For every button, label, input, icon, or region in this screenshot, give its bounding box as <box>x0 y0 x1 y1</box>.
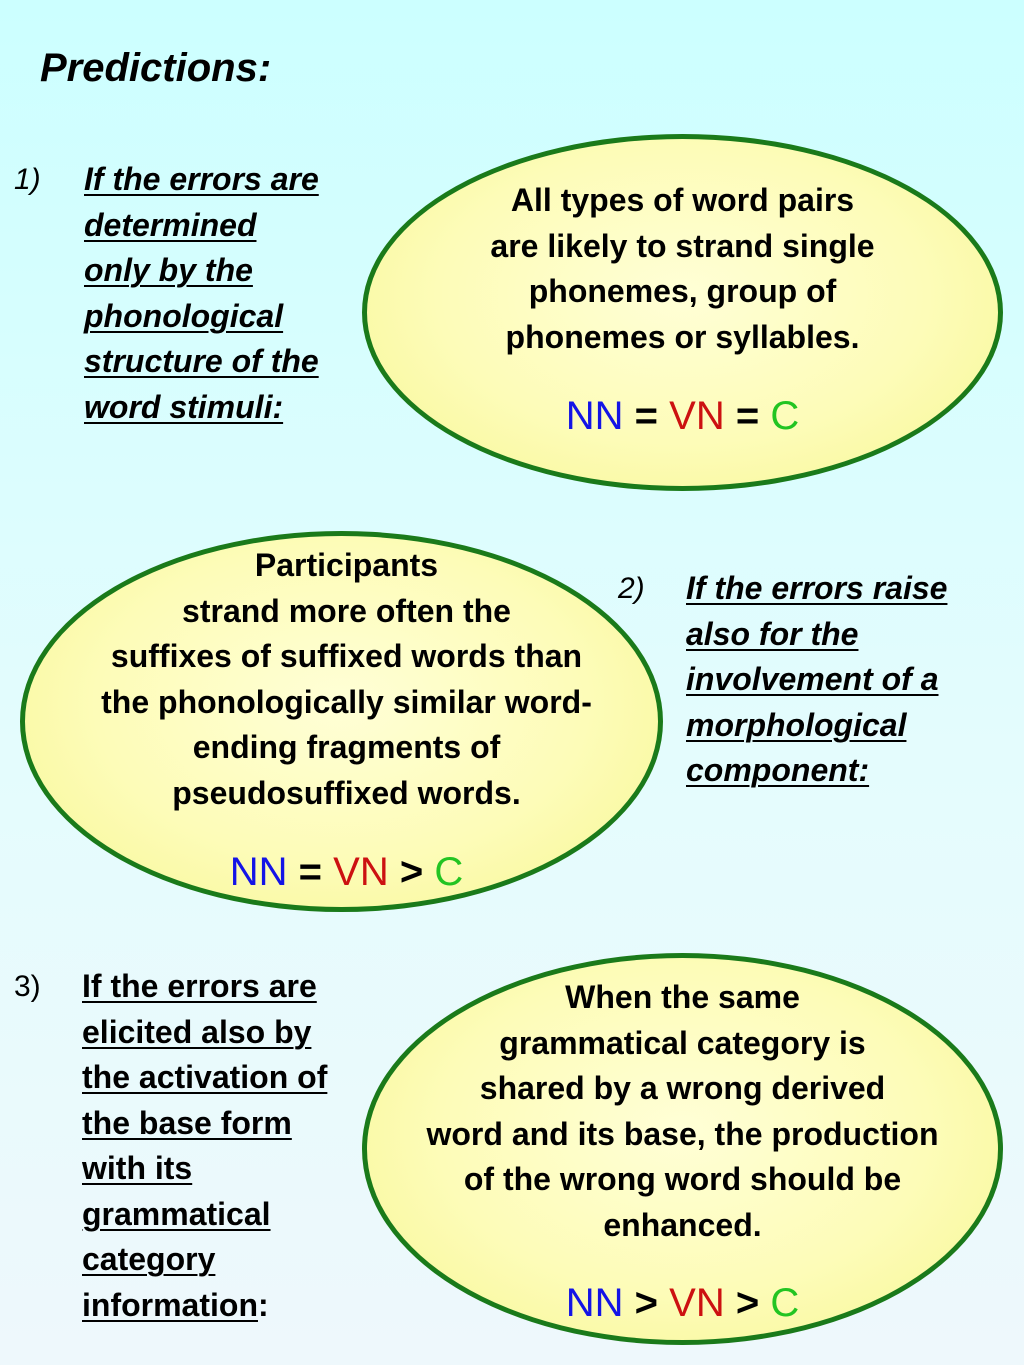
condition-line: category <box>82 1241 216 1277</box>
page-title: Predictions: <box>40 46 272 90</box>
prediction-3-number: 3) <box>14 970 41 1003</box>
condition-line: grammatical <box>82 1195 271 1232</box>
outcome-line: the phonologically similar word- <box>101 683 592 720</box>
prediction-1-number: 1) <box>14 163 41 196</box>
formula-vn: VN <box>669 1281 725 1325</box>
prediction-2-outcome-text <box>30 543 663 816</box>
condition-line: component: <box>686 752 870 788</box>
outcome-line: Participants <box>254 547 439 583</box>
outcome-line: of the wrong word should be <box>463 1161 902 1197</box>
formula-operator: = <box>735 394 760 438</box>
outcome-line: enhanced. <box>603 1206 762 1243</box>
condition-line: elicited also by <box>82 1013 312 1050</box>
prediction-1-outcome-text <box>412 178 953 360</box>
formula-operator: = <box>634 394 659 438</box>
prediction-3-outcome-text <box>372 975 993 1248</box>
outcome-line: shared by a wrong derived <box>479 1070 886 1106</box>
prediction-3-formula <box>372 1283 993 1323</box>
condition-line: the base form <box>82 1104 292 1141</box>
condition-line: also for the <box>686 615 859 652</box>
condition-line: with its <box>82 1150 193 1186</box>
outcome-line: grammatical category is <box>499 1024 866 1061</box>
formula-operator: > <box>634 1281 659 1325</box>
condition-line: involvement of a <box>686 661 939 697</box>
formula-nn: NN <box>229 850 288 894</box>
outcome-line: phonemes, group of <box>528 273 837 309</box>
outcome-line: pseudosuffixed words. <box>172 774 521 811</box>
prediction-1-formula <box>412 396 953 436</box>
outcome-line: phonemes or syllables. <box>505 318 860 355</box>
formula-operator: = <box>298 850 323 894</box>
prediction-3-condition <box>82 964 327 1328</box>
outcome-line: When the same <box>565 979 800 1015</box>
formula-nn: NN <box>565 394 624 438</box>
condition-line: information <box>82 1286 258 1323</box>
outcome-line: word and its base, the production <box>426 1115 939 1152</box>
formula-vn: VN <box>333 850 389 894</box>
outcome-line: suffixes of suffixed words than <box>110 638 583 674</box>
condition-colon: : <box>257 1286 269 1323</box>
condition-line: morphological <box>686 706 907 743</box>
condition-line: only by the <box>84 252 253 288</box>
formula-c: C <box>770 394 800 438</box>
condition-line: phonological <box>84 297 284 334</box>
condition-line: the activation of <box>82 1059 328 1095</box>
condition-line: If the errors are <box>84 161 319 197</box>
outcome-line: are likely to strand single <box>490 227 875 264</box>
formula-operator: > <box>399 850 424 894</box>
formula-nn: NN <box>565 1281 624 1325</box>
outcome-line: ending fragments of <box>192 729 501 765</box>
condition-line: structure of the <box>84 343 319 379</box>
condition-line: If the errors raise <box>686 570 948 606</box>
formula-vn: VN <box>669 394 725 438</box>
outcome-line: All types of word pairs <box>510 182 855 218</box>
prediction-2-formula <box>30 852 663 892</box>
prediction-2-number: 2) <box>618 572 645 605</box>
formula-c: C <box>434 850 464 894</box>
prediction-2-condition <box>686 566 947 794</box>
formula-operator: > <box>735 1281 760 1325</box>
condition-line: If the errors are <box>82 968 317 1004</box>
outcome-line: strand more often the <box>182 592 511 629</box>
condition-line: word stimuli: <box>84 388 284 425</box>
condition-line: determined <box>84 206 257 243</box>
formula-c: C <box>770 1281 800 1325</box>
prediction-1-condition <box>84 157 319 430</box>
